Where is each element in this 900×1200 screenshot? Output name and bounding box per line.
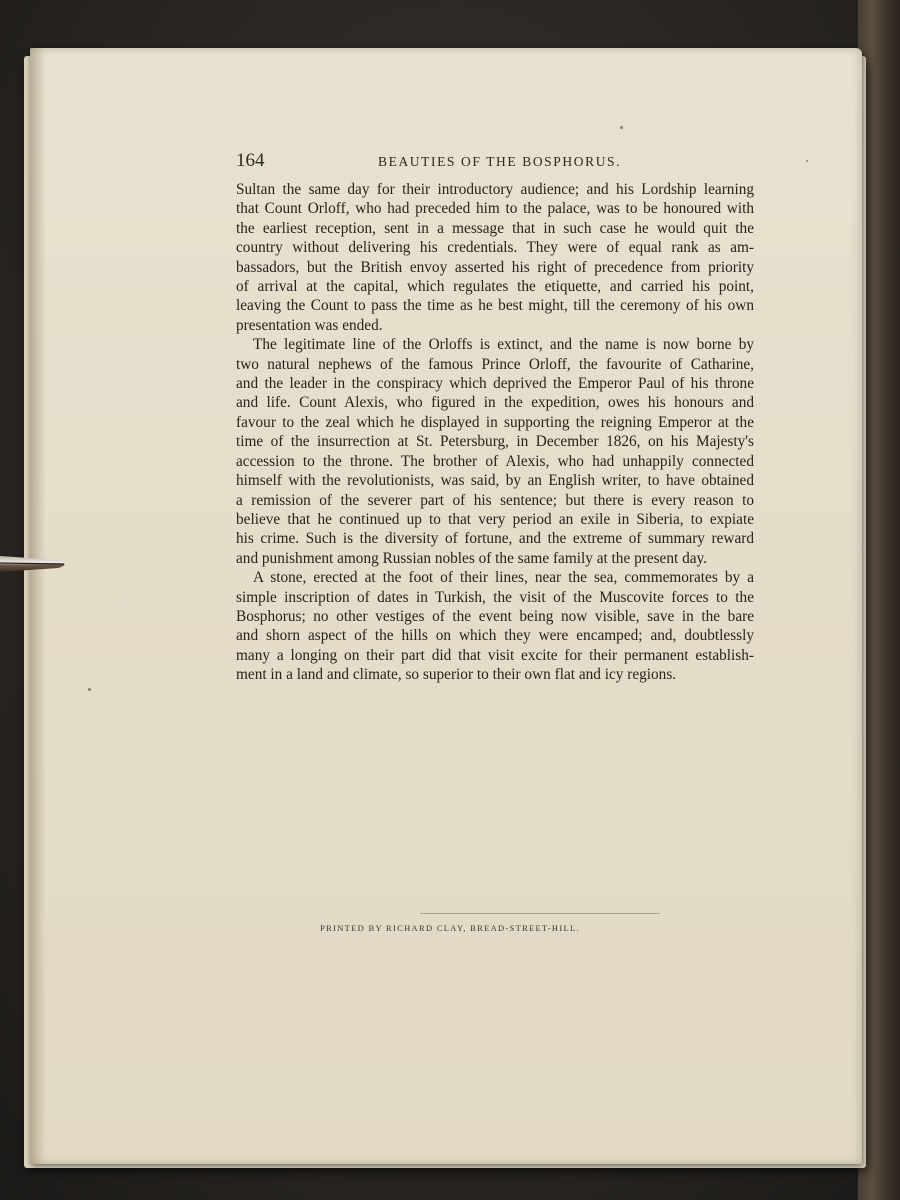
printer-imprint: PRINTED BY RICHARD CLAY, BREAD-STREET-HILL. xyxy=(320,923,580,933)
text-line: that Count Orloff, who had preceded him to the palace, was to be honoured with xyxy=(236,200,754,218)
text-line: and shorn aspect of the hills on which they were encamped; and, doubtlessly xyxy=(236,627,754,645)
imprint-rule xyxy=(420,913,660,914)
body-text xyxy=(236,180,754,685)
text-line: a remission of the severer part of his sentence; but there is every reason to xyxy=(236,491,754,509)
text-line: The legitimate line of the Orloffs is extinct, and the name is now borne by xyxy=(253,336,754,354)
text-line: his crime. Such is the diversity of fortune, and the extreme of summary reward xyxy=(236,530,754,548)
text-line: Sultan the same day for their introductory audience; and his Lordship learning xyxy=(236,181,754,198)
paragraph xyxy=(236,568,754,684)
text-line: and the leader in the conspiracy which deprived the Emperor Paul of his throne xyxy=(236,375,754,393)
paper-speck xyxy=(88,688,91,691)
text-line: and life. Count Alexis, who figured in the expedition, owes his honours and xyxy=(236,394,754,412)
text-line: himself with the revolutionists, was said, by an English writer, to have obtained xyxy=(236,472,754,490)
gutter-shadow xyxy=(30,48,46,1164)
text-line: country without delivering his credentials. They were of equal rank as am- xyxy=(236,239,754,257)
text-line: believe that he continued up to that very period an exile in Siberia, to expiate xyxy=(236,510,754,528)
text-line: two natural nephews of the famous Prince Orloff, the favourite of Catharine, xyxy=(236,355,754,373)
text-line: bassadors, but the British envoy asserted his right of precedence from priority xyxy=(236,258,754,276)
text-line: presentation was ended. xyxy=(236,316,383,334)
text-line: favour to the zeal which he displayed in supporting the reigning Emperor at the xyxy=(236,413,754,431)
text-line: the earliest reception, sent in a message that in such case he would quit the xyxy=(236,219,754,237)
text-line: and punishment among Russian nobles of the same family at the present day. xyxy=(236,549,707,567)
text-line: leaving the Count to pass the time as he best might, till the ceremony of his own xyxy=(236,297,754,315)
text-line: ment in a land and climate, so superior to their own flat and icy regions. xyxy=(236,666,677,684)
text-line: Bosphorus; no other vestiges of the event being now visible, save in the bare xyxy=(236,607,754,625)
paper-speck xyxy=(806,160,808,162)
text-line: accession to the throne. The brother of Alexis, who had unhappily connected xyxy=(236,452,754,470)
text-line: simple inscription of dates in Turkish, the visit of the Muscovite forces to the xyxy=(236,588,754,606)
paragraph xyxy=(236,335,754,568)
running-head: BEAUTIES OF THE BOSPHORUS. xyxy=(378,154,622,169)
page-marker-clip xyxy=(0,550,72,578)
text-line: time of the insurrection at St. Petersburg, in December 1826, on his Majesty's xyxy=(236,433,754,451)
paragraph xyxy=(236,180,754,335)
text-line: of arrival at the capital, which regulates the etiquette, and carried his point, xyxy=(236,278,754,296)
page-number: 164 xyxy=(236,150,265,171)
paper-speck xyxy=(620,126,623,129)
page-header xyxy=(236,150,756,174)
text-line: many a longing on their part did that visit excite for their permanent establish- xyxy=(236,646,754,664)
text-line: A stone, erected at the foot of their lines, near the sea, commemorates by a xyxy=(253,569,754,587)
